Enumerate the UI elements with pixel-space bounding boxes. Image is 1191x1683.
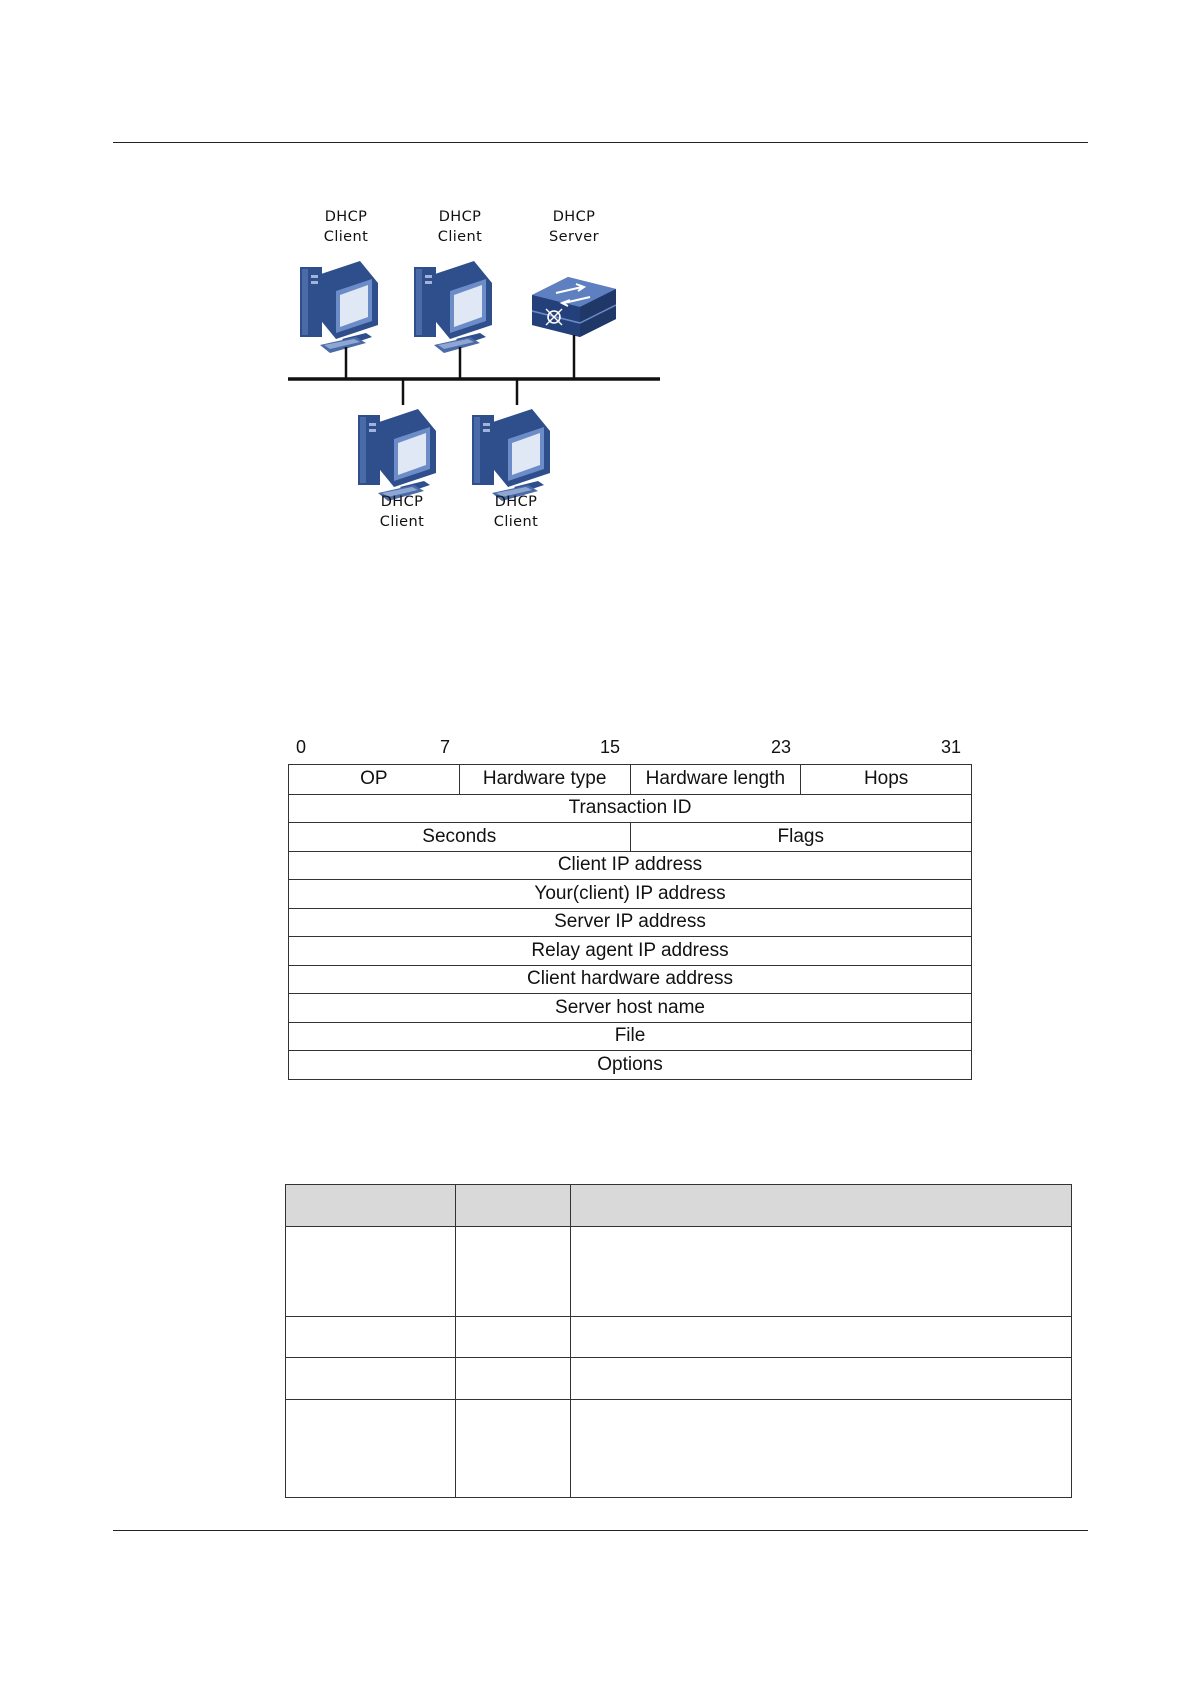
format-field: Flags (630, 823, 972, 851)
table-cell (286, 1227, 456, 1317)
table-header-cell (571, 1185, 1072, 1227)
format-row (289, 936, 971, 965)
format-field: Relay agent IP address (531, 939, 729, 961)
format-row (289, 879, 971, 908)
format-field: Server IP address (554, 911, 706, 933)
format-row (289, 965, 971, 994)
format-row (289, 765, 971, 794)
footer-rule (113, 1530, 1088, 1531)
bit-label: 23 (770, 737, 792, 757)
device-label: Client (437, 229, 483, 245)
format-field: Options (597, 1053, 663, 1075)
table-cell (571, 1227, 1072, 1317)
format-row (289, 1050, 971, 1079)
table-cell (571, 1317, 1072, 1358)
format-row (289, 908, 971, 937)
format-field: Hops (800, 765, 971, 794)
table-cell (286, 1317, 456, 1358)
table-row (286, 1317, 1072, 1358)
bit-label: 15 (599, 737, 621, 757)
format-field: Hardware length (630, 765, 801, 794)
device-label: Client (323, 229, 369, 245)
desktop-computer-icon (300, 261, 378, 353)
device-label: Client (493, 514, 539, 530)
fields-table (285, 1184, 1072, 1498)
table-cell (456, 1227, 571, 1317)
table-cell (286, 1358, 456, 1400)
device-label: DHCP (438, 209, 482, 225)
desktop-computer-icon (358, 409, 436, 501)
format-field: Server host name (555, 996, 705, 1018)
format-field: Client IP address (557, 854, 703, 876)
bit-label: 7 (439, 737, 451, 757)
device-label: DHCP (552, 209, 596, 225)
table-header-cell (286, 1185, 456, 1227)
format-row (289, 822, 971, 851)
device-label: Server (549, 229, 599, 245)
format-field: Your(client) IP address (534, 882, 726, 904)
table-cell (456, 1317, 571, 1358)
desktop-computer-icon (472, 409, 550, 501)
header-rule (113, 142, 1088, 143)
table-row (286, 1400, 1072, 1498)
format-row (289, 993, 971, 1022)
format-field: OP (360, 768, 388, 790)
table-cell (456, 1400, 571, 1498)
network-switch-icon (532, 277, 616, 337)
table-row (286, 1358, 1072, 1400)
device-label: Client (379, 514, 425, 530)
device-label: DHCP (494, 494, 538, 510)
table-cell (571, 1400, 1072, 1498)
bit-label: 31 (940, 737, 962, 757)
table-header-cell (456, 1185, 571, 1227)
format-field: Client hardware address (527, 968, 733, 990)
format-row (289, 1022, 971, 1051)
desktop-computer-icon (414, 261, 492, 353)
format-field: Transaction ID (568, 797, 692, 819)
bit-label: 0 (295, 737, 307, 757)
dhcp-topology-diagram (280, 205, 700, 545)
table-cell (286, 1400, 456, 1498)
table-cell (456, 1358, 571, 1400)
format-field: File (614, 1025, 646, 1047)
table-cell (571, 1358, 1072, 1400)
table-header-row (286, 1185, 1072, 1227)
device-label: DHCP (324, 209, 368, 225)
format-field: Hardware type (459, 765, 630, 794)
format-row (289, 851, 971, 880)
table-row (286, 1227, 1072, 1317)
dhcp-packet-format-diagram (288, 764, 972, 1080)
format-row (289, 794, 971, 823)
device-label: DHCP (380, 494, 424, 510)
format-field: Seconds (422, 825, 497, 847)
